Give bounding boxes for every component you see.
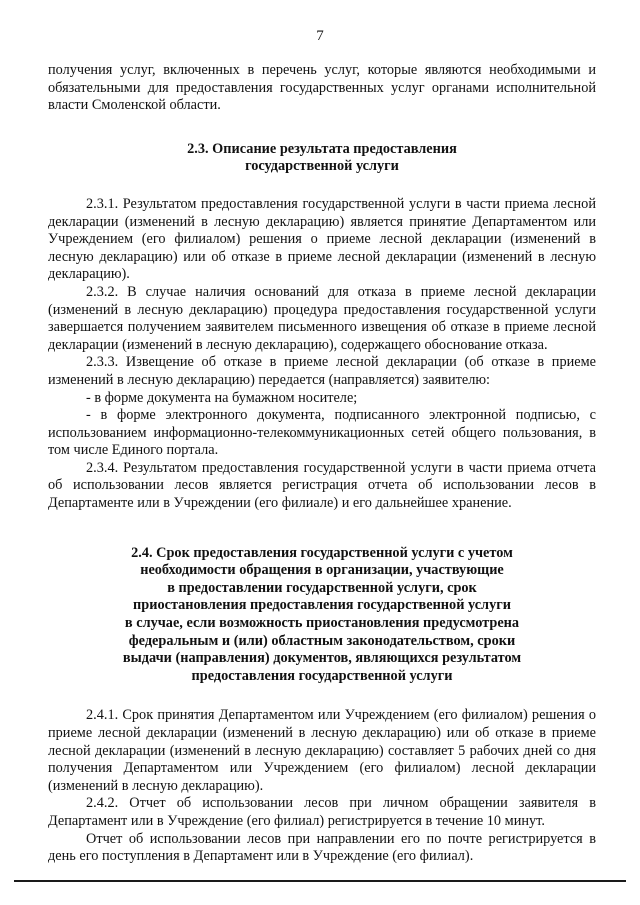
paragraph-2-4-2: 2.4.2. Отчет об использовании лесов при личном обращении заявителя в Департамент или в Учреждение (его филиал) регистрируется в течение 10 минут.: [48, 795, 596, 829]
section-2-4-heading-line: в случае, если возможность приостановления предусмотрена: [124, 615, 520, 632]
section-2-3-heading-line-1: 2.3. Описание результата предоставления: [187, 140, 457, 157]
section-2-3-heading-line-2: государственной услуги: [245, 158, 399, 175]
list-item-paper-form: - в форме документа на бумажном носителе;: [86, 389, 358, 406]
document-body: [48, 62, 596, 866]
list-item-electronic-form: - в форме электронного документа, подписанного электронной подписью, с использованием информационно-телекоммуникационных сетей общего пользования, в том числе Единого портала.: [48, 407, 596, 459]
intro-paragraph: получения услуг, включенных в перечень услуг, которые являются необходимыми и обязательными для предоставления государственных услуг органами исполнительной власти Смоленской области.: [48, 62, 596, 114]
paragraph-mail-registration: Отчет об использовании лесов при направлении его по почте регистрируется в день его поступления в Департамент или в Учреждение (его филиал).: [48, 830, 596, 865]
section-2-4-heading-line: в предоставлении государственной услуги, срок: [167, 579, 477, 596]
section-2-4-heading-line: выдачи (направления) документов, являющихся результатом: [122, 650, 522, 667]
section-2-3-heading: [48, 141, 596, 176]
section-2-4-heading-line: приостановления предоставления государственной услуги: [133, 597, 511, 614]
bottom-rule: [14, 880, 626, 882]
paragraph-2-3-1: 2.3.1. Результатом предоставления государственной услуги в части приема лесной декларации (изменений в лесную декларацию) является принятие Департаментом или Учреждением (его филиалом) решения о приеме лесной декларации (изменений в лесную декларацию) или об отказе в приеме лесной декларации (изменений в лесную декларацию).: [48, 195, 596, 283]
page-number: 7: [316, 28, 324, 44]
section-2-4-heading-line: предоставления государственной услуги: [191, 667, 453, 684]
paragraph-2-3-4: 2.3.4. Результатом предоставления государственной услуги в части приема отчета об использовании лесов является регистрация отчета об использовании лесов в Департаменте или в Учреждении (его филиале) и его дальнейшее хранение.: [48, 459, 596, 512]
paragraph-2-3-3: 2.3.3. Извещение об отказе в приеме лесной декларации (об отказе в приеме изменений в лесную декларацию) передается (направляется) заявителю:: [48, 354, 596, 388]
section-2-4-heading-line: необходимости обращения в организации, участвующие: [140, 562, 504, 579]
paragraph-2-4-1: 2.4.1. Срок принятия Департаментом или Учреждением (его филиалом) решения о приеме лесной декларации (изменений в лесную декларацию) или об отказе в приеме лесной декларации (изменений в лесную декларацию) составляет 5 рабочих дней со дня получения Департаментом или Учреждением (его филиалом) лесной декларации (изменений в лесную декларацию).: [48, 707, 596, 794]
section-2-4-heading: [48, 545, 596, 686]
section-2-4-heading-line: 2.4. Срок предоставления государственной услуги с учетом: [131, 544, 513, 561]
section-2-4-heading-line: федеральным и (или) областным законодательством, сроки: [128, 632, 516, 649]
paragraph-2-3-2: 2.3.2. В случае наличия оснований для отказа в приеме лесной декларации (изменений в лесную декларацию) процедура предоставления государственной услуги завершается получением заявителем письменного извещения об отказе в приеме лесной декларации (изменений в лесную декларацию), содержащего обоснование отказа.: [48, 283, 596, 353]
